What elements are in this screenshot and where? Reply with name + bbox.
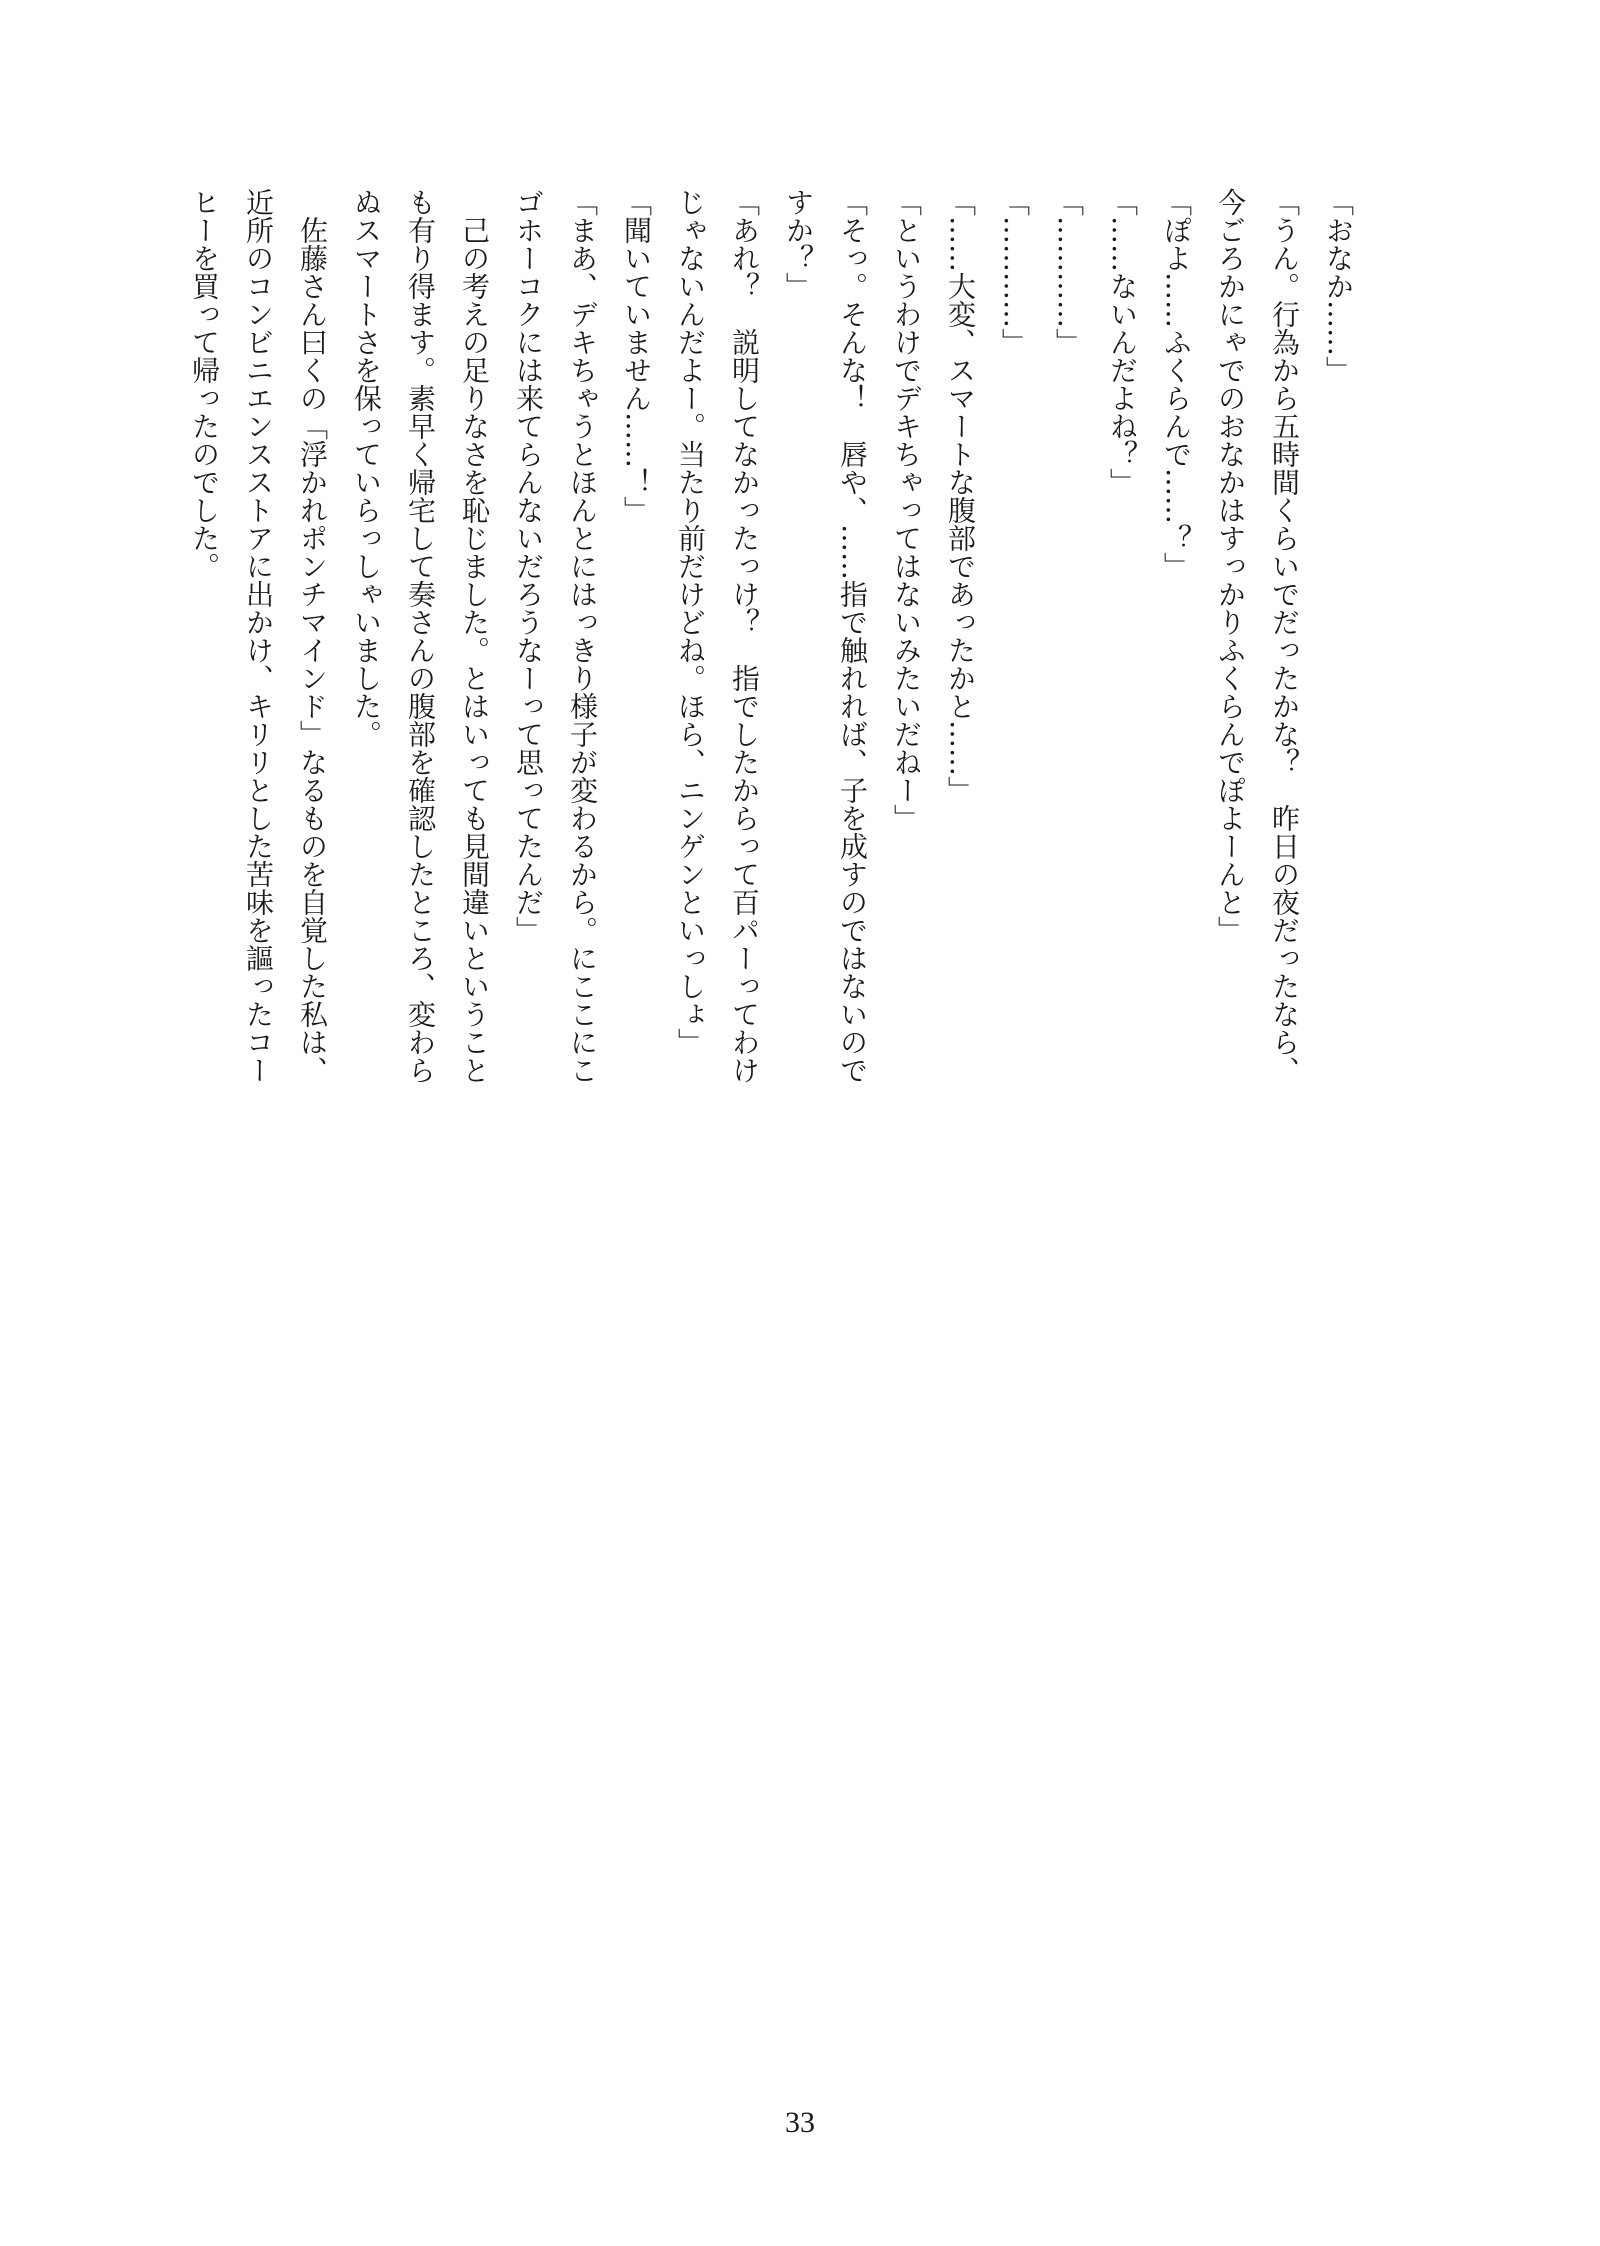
text-line: 「というわけでデキちゃってはないみたいだねー」: [890, 188, 923, 832]
text-line: 「…………」: [998, 188, 1031, 356]
text-line: 「あれ？ 説明してなかったっけ？ 指でしたからって百パーってわけじゃないんだよー。当たり前だけどね。ほら、ニンゲンといっしょ」: [674, 188, 761, 1084]
text-line: 「うん。行為から五時間くらいでだったかな？ 昨日の夜だったなら、今ごろかにゃでのおなかはすっかりふくらんでぽよーんと」: [1214, 188, 1301, 1084]
text-line: 「ぽよ……ふくらんで……？」: [1160, 188, 1193, 580]
text-line: 佐藤さん曰くの「浮かれポンチマインド」なるものを自覚した私は、近所のコンビニエンスストアに出かけ、キリリとした苦味を謳ったコーヒーを買って帰ったのでした。: [188, 188, 329, 1084]
text-line: 己の考えの足りなさを恥じました。とはいっても見間違いということも有り得ます。素早く帰宅して奏さんの腹部を確認したところ、変わらぬスマートさを保っていらっしゃいました。: [350, 188, 491, 1084]
body-text: [188, 188, 1365, 1093]
text-line: 「まあ、デキちゃうとほんとにはっきり様子が変わるから。にここにこゴホーコクには来てらんないだろうなーって思ってたんだ」: [512, 188, 599, 1084]
text-line: 「おなか……」: [1322, 188, 1355, 384]
text-line: 「……ないんだよね？」: [1106, 188, 1139, 496]
text-line: 「聞いていません……！」: [620, 188, 653, 524]
text-line: 「そっ。そんな！ 唇や、……指で触れれば、子を成すのではないのですか？」: [782, 188, 869, 1084]
page-number: 33: [785, 2106, 815, 2139]
text-line: 「…………」: [1052, 188, 1085, 356]
text-line: 「……大変、スマートな腹部であったかと……」: [944, 188, 977, 804]
